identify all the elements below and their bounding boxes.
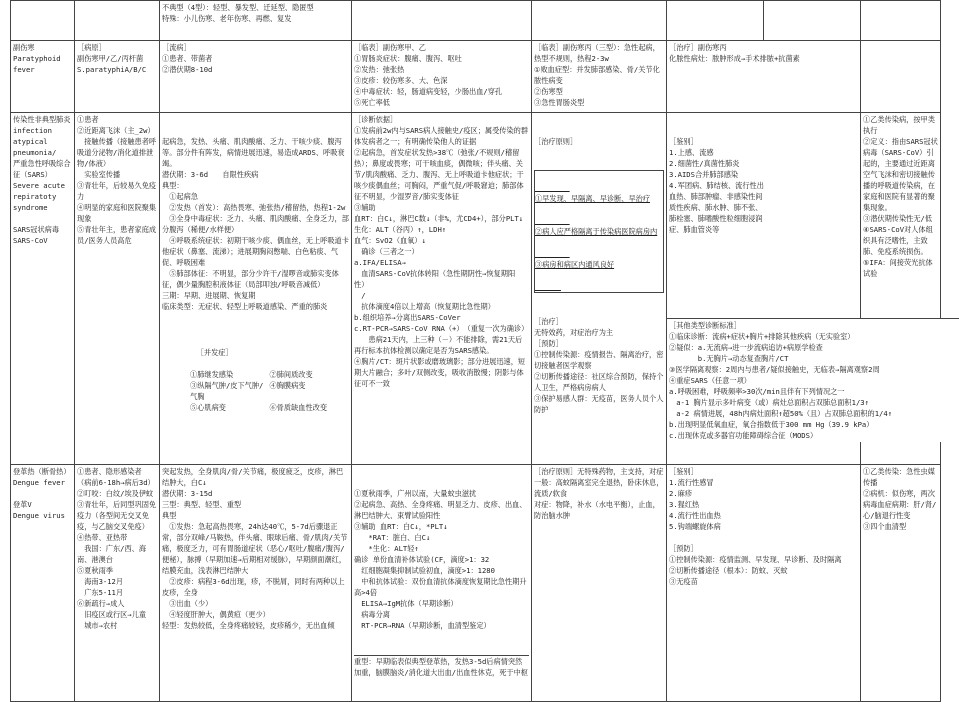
list-item: ②肺间质改变 (269, 370, 313, 379)
empty-cell (861, 1, 941, 41)
treatment-principle-box (534, 170, 664, 293)
clinical-cell: 突起发热，全身肌肉/骨/关节痛，极度疲乏，皮疹，淋巴结肿大，白C↓ 潜伏期：3-15d 三型：典型、轻型、重型 典型 ①发热：急起高热畏寒，24h达40℃，5-7d后骤退正常，部分双峰/马鞍热，伴头痛、眼球后痛、骨/肌肉/关节痛，极度乏力，可有胃肠道症状（恶心/呕吐/腹痛/腹泻/便秘），脉搏（早期加速→后期相对缓脉），早期颜面潮红，结膜充血，浅表淋巴结肿大 ②皮疹：病程3-6d出现，疹，不脱屑，同时有两种以上皮疹，全身 ③出血（少） ④轻度肝肿大，偶黄疸（更少） 轻型：发热较低，全身疼痛较轻，皮疹稀少，无出血倾 (160, 465, 352, 702)
diagnosis-cell (352, 465, 532, 702)
pathogen-cell: ［病原］ 副伤寒甲/乙/丙杆菌 S.paratyphiA/B/C (75, 41, 160, 113)
empty-cell (532, 1, 667, 41)
disease-notes-table (10, 0, 941, 702)
diagnosis-cell: ［诊断依据］ ①发病前2w内与SARS病人接触史/疫区；属受传染的群体发病者之一；有明确传染他人的证据 ②起病急，首发症状发热>38℃（弛张/不规则/稽留热）；鼻度或畏寒；可干咳血痰，偶微咳；伴头痛、关节/肌肉酸痛、乏力、腹泻、无上呼吸道卡他症状；干咳少痰偶血丝；可胸闷，严重气促/呼吸窘迫；肺部体征不明显，少湿罗音/肺实变体征 ③辅助 血RT：白C↓，淋巴C数↓（非%，尤CD4+），部分PLT↓ 生化：ALT（谷丙）↑，LDH↑ 血气：SvO2（血氧）↓ 确诊（三者之一） a.IFA/ELISA→ 血清SARS-CoV抗体转阳（急性期阴性→恢复期阳性） / 抗体滴度4倍以上增高（恢复期比急性期） b.组织培养→分离出SARS-CoVer c.RT-PCR→SARS-CoV RNA（+） （重复一次为确诊） 患病21天内，上三种（－）不能排除，需21天后再行标本抗体检测以确定是否为SARS感染。 ④胸片/CT：斑片状影或磨玻璃影；部分进展迅速，短期大片融合；多叶/双侧改变，吸收消散慢；阴影与体征可不一致 (352, 113, 532, 465)
severe-type-text: 重型：早期临表似典型登革热，发热3-5d后病情突然加重，脑膜脑炎/消化道大出血/出血性休克，死于中枢 (354, 657, 528, 677)
clinical-cell (160, 113, 352, 465)
disease-name-cell: 登革热（断骨热） Dengue fever 登革V Dengue virus (11, 465, 75, 702)
diagnosis-text: ①夏秋雨季，广州以南，大量蚊虫滋扰 ②起病急、高热、全身疼痛、明显乏力、皮疹、出血、淋巴结肿大、束臂试验阳性 ③辅助 血RT：白C↓，*PLT↓ *RAT：脏白、白C↓ *生化：ALT轻↑ 确诊 单份血清补体试验(CF，滴度>1：32 红细胞凝集抑制试验初血，滴度>1：1280 中和抗体试验：双份血清抗体滴度恢复期比急性期升高>4倍 ELISA→IgM抗体（早期诊断） 病毒分离 RT-PCR→RNA（早期诊断，血清型鉴定） (354, 489, 527, 630)
clinical-text: 起病急，发热、头痛、肌肉酸痛、乏力、干咳少痰、腹泻等。部分件有阵发，病情进展迅速，易造成ARDS、呼吸衰竭。 潜伏期：3-6d 自限性疾病 典型： ①起病急 ②发热（首发）：高热畏寒、弛张热/稽留热，热程1-2w ③全身中毒症状：乏力、头痛、肌肉酸痛、全身乏力，部分腹泻（稀便/水样便） ④呼吸系统症状：初期干咳少痰、偶血丝，无上呼吸道卡他症状（鼻塞、流涕）；进展期胸闷憋喘、白色粘痰、气促、呼吸困难 ⑤肺部体征：不明显，部分少许干/湿啰音或肺实变体征，偶少量胸腔积液体征（局部叩浊/呼吸音减低） 三期：早期、进展期、恢复期 临床类型：无症状、轻型上呼吸道感染、严重的肺炎 (162, 137, 349, 311)
list-item: ⑥骨质缺血性改变 (269, 403, 328, 412)
notes-cell: ①乙类传染：急性虫媒传播 ②病机：似伤寒，两次病毒血症病期：肝/肾/心/脑退行性变 ③四个血清型 (861, 465, 941, 702)
other-criteria-block: ［其他类型诊断标准］ ①临床诊断：流病+症状+胸片+排除其他疾病（无实验室） ②疑似：a.无流病→进一步流病追访+病原学检查 b.无胸片→动态复查胸片/CT ③医学隔离观察：2周内与患者/疑似接触史，无临表→隔离观察2周 ④重症SARS（任意一项） a.呼吸困难，呼吸频率>30次/min且伴有下列情况之一 a-1 胸片显示多叶病变（或）病灶总面积占双肺总面积1/3↑ a-2 病情进展，48h内病灶面积↑超50%（且）占双肺总面积的1/4↑ b.出现明显低氧血症，氧合指数低于300 mm Hg（39.9 kPa） c.出现休克或多器官功能障碍综合征（MODS） (667, 318, 959, 442)
treatment-text: ［治疗］ 无特效药，对症治疗为主 ［预防］ ①控制传染源：疫情报告、隔离治疗，密切接触者医学观察 ②切断传播途径：社区综合预防，保持个人卫生，严格病房病人 ③保护易感人群：无疫苗，医务人员个人防护 (534, 317, 664, 414)
clinical-cell: ［临表］副伤寒甲、乙 ①胃肠炎症状：腹痛、腹泻、呕吐 ②发热：弛张热 ③皮疹：较伤寒多、大、色深 ④中毒症状：轻，肠道病变轻，少肠出血/穿孔 ⑤死亡率低 (352, 41, 532, 113)
table-row (11, 465, 941, 702)
notes-table-wrap (10, 0, 940, 702)
empty-cell (75, 1, 160, 41)
complications-block (162, 336, 349, 435)
complications-list (162, 369, 349, 413)
clinical-cell: ［临表］副伤寒丙（三型）：急性起病，热型不规则，热程2-3w ①败血症型：并发肺部感染、骨/关节化脓性病变 ②伤寒型 ③急性胃肠炎型 (532, 41, 667, 113)
list-item: ①肺继发感染 (190, 370, 234, 379)
complications-title: ［并发症］ (196, 348, 233, 357)
list-item: ⑤心肌病变 (190, 403, 226, 412)
empty-cell (667, 1, 764, 41)
differential-block: ［鉴别］ 1.上感、流感 2.细菌性/真菌性肺炎 3.AIDS合并肺部感染 4.军团病、肺结核、流行性出血热、肺部肿瘤、非感染性间质性疾病、肺水肿、肺不张、肺栓塞、肺嗜酸性粒细胞浸润症、肺血管炎等 (669, 137, 764, 234)
empty-cell (352, 1, 532, 41)
table-row (11, 41, 941, 113)
treatment-cell (532, 113, 667, 465)
table-row (11, 113, 941, 465)
list-item: ④胸膜病变 (269, 381, 306, 390)
list-item: ①早发现、早隔离、早诊断、早治疗 (535, 194, 651, 203)
differential-cell: ［鉴别］ 1.流行性感冒 2.麻疹 3.猩红热 4.流行性出血热 5.钩端螺旋体病 ［预防］ ①控制传染源：疫情监测、早发现、早诊断、及时隔离 ②切断传播途径（根本）：防蚊、灭蚊 ③无疫苗 (667, 465, 861, 702)
epidemiology-cell: ［流病］ ①患者、带菌者 ②潜伏期8-10d (160, 41, 352, 113)
treatment-cell: ［治疗］副伤寒丙 化脓性病灶：脓肿形成→手术排脓+抗菌素 (667, 41, 861, 113)
list-item: ③纵隔气肿/皮下气肿/气胸 (190, 381, 264, 401)
list-item: ②病人应严格隔离于传染病医院病房内 (535, 227, 658, 236)
epidemiology-cell: ①患者 ②近距离飞沫（主_2w） 接触传播（接触患者呼吸道分泌物/消化道排泄物/体液） 实验室传播 ③青壮年，后较易久免疫力 ④明显的家庭和医院聚集现象 ⑤青壮年主，患者家庭成员/医务人员高危 (75, 113, 160, 465)
list-item: ③病房和病区内通风良好 (535, 260, 615, 269)
disease-name-cell: 传染性非典型肺炎infection atypical pneumonia/ 严重急性呼吸综合征（SARS） Severe acute repiratoty syndrome SARS冠状病毒 SARS-CoV (11, 113, 75, 465)
epidemiology-cell: ①患者、隐形感染者 （病前6-18h→病后3d） ②叮咬：白纹/埃及伊蚊 ③青壮年，后同型巩固免疫力（各型间无交叉免疫，与乙脑交叉免疫） ④热带、亚热带 我国：广东/西、海南、港澳台 ⑤夏秋雨季 海南3-12月 广东5-11月 ⑥新疏行→成人 旧疫区或行区→儿童 城市→农村 (75, 465, 160, 702)
empty-cell (11, 1, 75, 41)
typhoid-types-cell: 不典型（4型）：轻型、暴发型、迁延型、隐匿型 特殊：小儿伤寒、老年伤寒、再燃、复发 (160, 1, 352, 41)
treatment-cell: ［治疗原则］无特殊药物，主支持，对症 一般：高蚊隔离室完全退热，卧床休息，流质/软食 对症：物降，补水（水电平衡），止血，防治脑水肿 (532, 465, 667, 702)
diff-and-other-cell (667, 113, 893, 465)
empty-cell (861, 41, 941, 113)
table-row (11, 1, 941, 41)
disease-name-cell: 副伤寒 Paratyphoid fever (11, 41, 75, 113)
empty-cell (764, 1, 861, 41)
notes-cell: ①乙类传染病，按甲类执行 ②定义：指由SARS冠状病毒（SARS-CoV）引起的，主要通过近距离空气飞沫和密切接触传播的呼吸道传染病，在家庭和医院有显著的聚集现象。 ③潜伏期传染性无/低 ④SARS-CoV对人体组织具有泛嗜性，主致肺、免疫系统损伤。 ⑤IFA：间接荧光抗体试验 (861, 113, 941, 465)
treatment-title: ［治疗原则］ (534, 137, 578, 146)
